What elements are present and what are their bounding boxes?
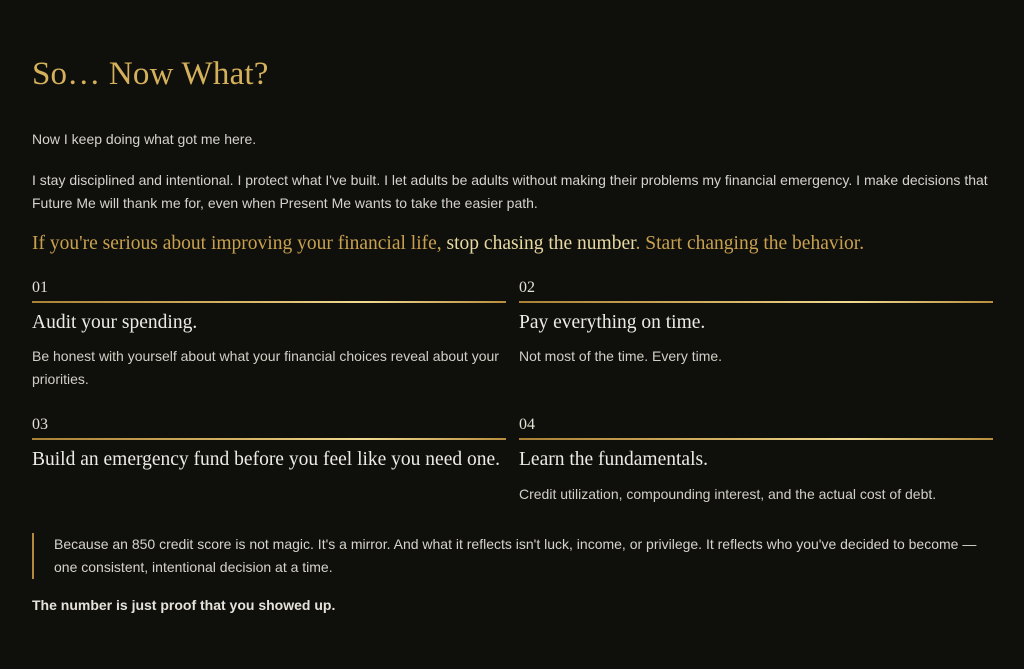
step-title: Learn the fundamentals. bbox=[519, 449, 708, 470]
step-divider bbox=[519, 301, 993, 303]
step-number: 02 bbox=[519, 279, 535, 296]
step-description: Not most of the time. Every time. bbox=[519, 348, 723, 364]
step-description: Credit utilization, compounding interest, and the actual cost of debt. bbox=[519, 486, 937, 502]
step-title: Build an emergency fund before you feel like you need one. bbox=[32, 449, 501, 470]
step-number: 01 bbox=[32, 279, 48, 296]
callout-highlight: stop chasing the number bbox=[446, 233, 636, 254]
callout-text-end: . Start changing the behavior. bbox=[635, 233, 865, 254]
body-paragraph: I stay disciplined and intentional. I protect what I've built. I let adults be adults without making their problems my financial emergency. I make decisions that Future Me will thank me for, even when Present Me wants to take the easier path. bbox=[32, 172, 988, 211]
step-title: Audit your spending. bbox=[32, 312, 198, 333]
step-divider bbox=[32, 301, 506, 303]
step-number: 04 bbox=[519, 416, 535, 433]
callout-statement bbox=[32, 233, 864, 255]
step-divider bbox=[519, 438, 993, 440]
pull-quote: Because an 850 credit score is not magic. It's a mirror. And what it reflects isn't luck, income, or privilege. It reflects who you've decided to become — one consistent, intentional decision at a time. bbox=[32, 533, 992, 579]
intro-paragraph: Now I keep doing what got me here. bbox=[32, 131, 257, 147]
callout-text-start: If you're serious about improving your financial life, bbox=[32, 233, 447, 254]
closing-statement: The number is just proof that you showed up. bbox=[32, 597, 336, 613]
step-divider bbox=[32, 438, 506, 440]
section-heading: So… Now What? bbox=[32, 56, 269, 92]
step-number: 03 bbox=[32, 416, 48, 433]
step-description: Be honest with yourself about what your financial choices reveal about your priorities. bbox=[32, 348, 499, 387]
step-title: Pay everything on time. bbox=[519, 312, 706, 333]
